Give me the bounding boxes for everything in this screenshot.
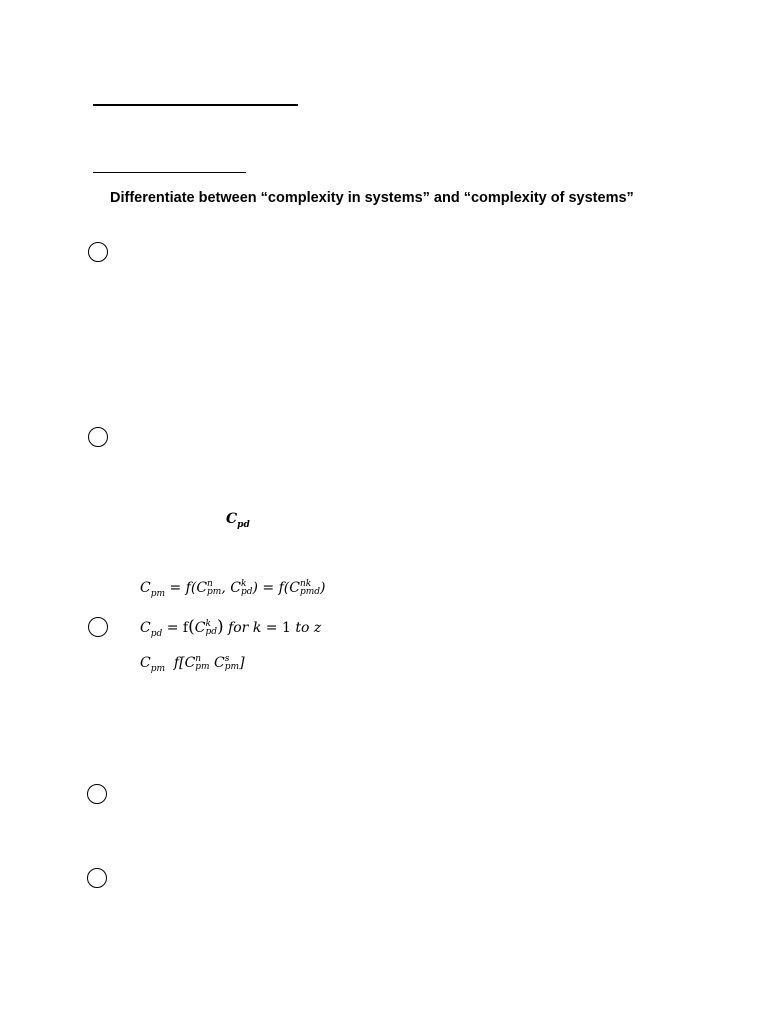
equation-3: $C_{pm}$ f[C n pm C s pm ] — [140, 654, 245, 674]
answer-line-1 — [93, 104, 298, 106]
question-text: Differentiate between “complexity in systems” and “complexity of systems” — [110, 190, 634, 206]
option-radio-4[interactable] — [87, 784, 107, 804]
option-radio-2[interactable] — [88, 427, 108, 447]
option-radio-3[interactable] — [88, 617, 108, 637]
option-radio-1[interactable] — [88, 242, 108, 262]
equation-cpd: $C_{pd}$ — [226, 511, 250, 530]
equation-1: $C_{pm} = f(C$ n pm , C k pd ) = f(C nk pmd ) — [140, 579, 326, 599]
option-radio-5[interactable] — [87, 868, 107, 888]
equation-2: $C_{pd} = f(C$ k pd ) for k = 1 to z — [140, 617, 322, 639]
answer-line-2 — [93, 172, 246, 173]
